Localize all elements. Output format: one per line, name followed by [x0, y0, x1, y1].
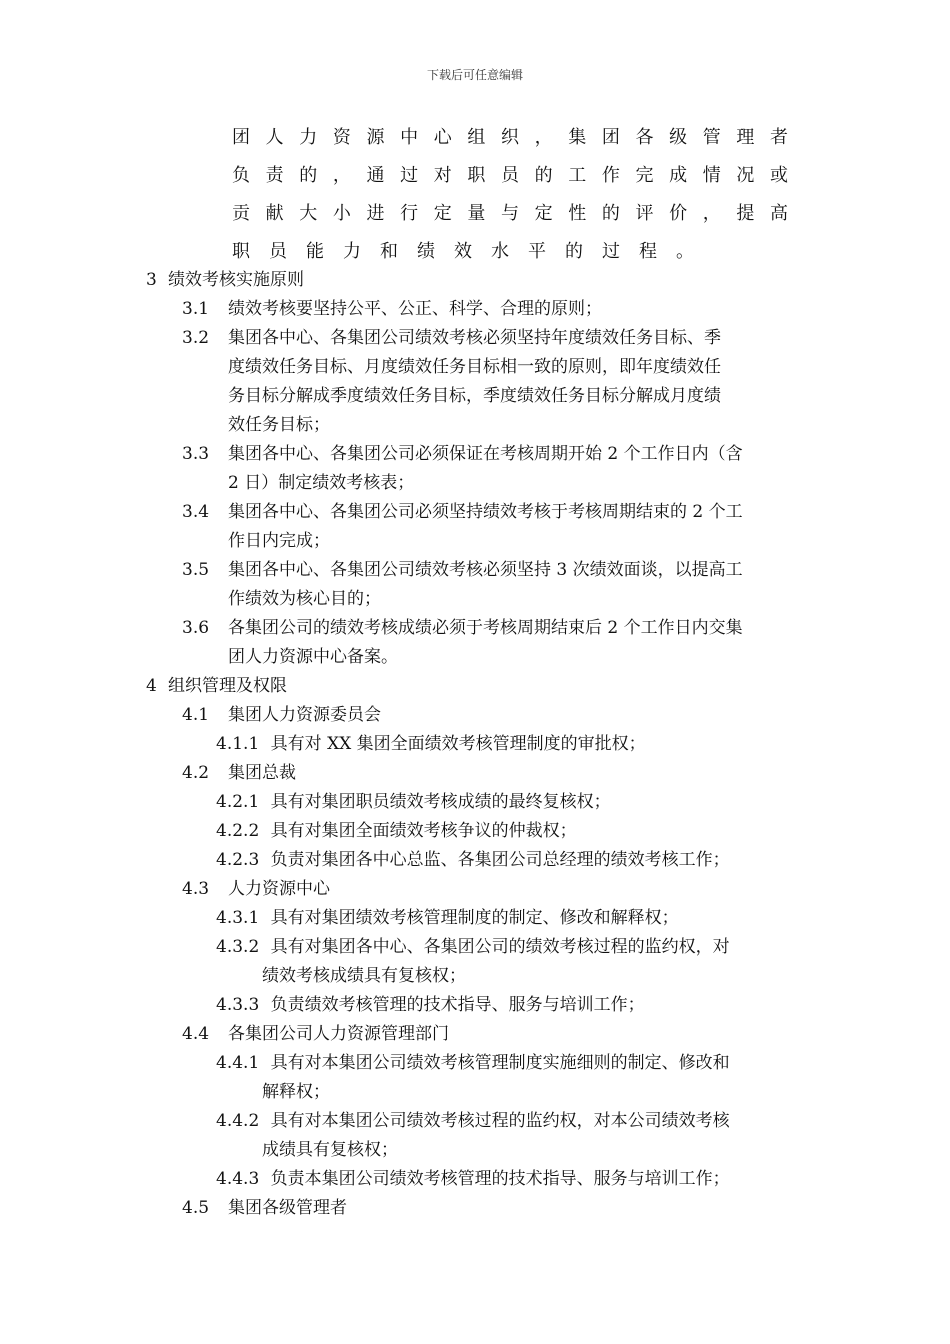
clause-3-3 [146, 440, 806, 498]
clause-text: 负责绩效考核管理的技术指导、服务与培训工作； [270, 995, 645, 1015]
clause-text: 负责对集团各中心总监、各集团公司总经理的绩效考核工作； [270, 850, 730, 870]
section-3-heading [146, 266, 806, 295]
clause-number: 4.2.1 [216, 792, 260, 812]
clause-line: 度绩效任务目标、月度绩效任务目标相一致的原则，即年度绩效任 [228, 357, 721, 377]
clause-4-4-2 [146, 1107, 806, 1165]
clause-text: 负责本集团公司绩效考核管理的技术指导、服务与培训工作； [270, 1169, 730, 1189]
clause-number: 3.5 [182, 560, 210, 580]
intro-line: 负责的，通过对职员的工作完成情况或 [232, 165, 788, 186]
clause-number: 4.3.3 [216, 995, 260, 1015]
clause-4-3-1 [146, 904, 806, 933]
intro-line: 职员能力和绩效水平的过程。 [232, 241, 713, 262]
clause-3-4 [146, 498, 806, 556]
section-number: 4 [146, 676, 157, 696]
clause-number: 4.2.2 [216, 821, 260, 841]
intro-line: 贡献大小进行定量与定性的评价，提高 [232, 203, 788, 224]
clause-4-1-1 [146, 730, 806, 759]
subsection-title: 各集团公司人力资源管理部门 [228, 1024, 449, 1044]
section-title: 组织管理及权限 [168, 676, 287, 696]
section-4-heading [146, 672, 806, 701]
subsection-title: 集团总裁 [228, 763, 296, 783]
subsection-4-2 [146, 759, 806, 788]
clause-3-2 [146, 324, 806, 440]
subsection-4-1 [146, 701, 806, 730]
subsection-number: 4.1 [182, 705, 210, 725]
clause-line: 集团各中心、各集团公司绩效考核必须坚持年度绩效任务目标、季 [228, 328, 721, 348]
clause-line: 作日内完成； [228, 531, 330, 551]
clause-number: 3.4 [182, 502, 210, 522]
clause-line: 成绩具有复核权； [262, 1140, 398, 1160]
clause-4-2-3 [146, 846, 806, 875]
subsection-number: 4.4 [182, 1024, 210, 1044]
clause-line: 集团各中心、各集团公司绩效考核必须坚持 3 次绩效面谈，以提高工 [228, 560, 743, 580]
document-body [146, 266, 806, 1223]
subsection-title: 人力资源中心 [228, 879, 330, 899]
subsection-number: 4.3 [182, 879, 210, 899]
clause-line: 具有对集团各中心、各集团公司的绩效考核过程的监约权，对 [270, 937, 730, 957]
clause-line: 各集团公司的绩效考核成绩必须于考核周期结束后 2 个工作日内交集 [228, 618, 743, 638]
subsection-number: 4.5 [182, 1198, 210, 1218]
section-number: 3 [146, 270, 157, 290]
clause-3-6 [146, 614, 806, 672]
clause-number: 3.2 [182, 328, 210, 348]
clause-3-5 [146, 556, 806, 614]
subsection-number: 4.2 [182, 763, 210, 783]
subsection-4-3 [146, 875, 806, 904]
subsection-title: 集团人力资源委员会 [228, 705, 381, 725]
clause-number: 4.4.1 [216, 1053, 260, 1073]
subsection-4-4 [146, 1020, 806, 1049]
clause-line: 绩效考核成绩具有复核权； [262, 966, 466, 986]
clause-number: 3.1 [182, 299, 210, 319]
clause-number: 3.3 [182, 444, 210, 464]
clause-number: 4.1.1 [216, 734, 260, 754]
clause-3-1 [146, 295, 806, 324]
clause-line: 作绩效为核心目的； [228, 589, 381, 609]
clause-4-2-1 [146, 788, 806, 817]
clause-number: 4.3.1 [216, 908, 260, 928]
clause-4-3-3 [146, 991, 806, 1020]
clause-line: 集团各中心、各集团公司必须坚持绩效考核于考核周期结束的 2 个工 [228, 502, 743, 522]
section-title: 绩效考核实施原则 [168, 270, 304, 290]
clause-line: 集团各中心、各集团公司必须保证在考核周期开始 2 个工作日内（含 [228, 444, 743, 464]
clause-text: 绩效考核要坚持公平、公正、科学、合理的原则； [228, 299, 602, 319]
intro-paragraph [232, 124, 788, 276]
subsection-4-5 [146, 1194, 806, 1223]
clause-4-3-2 [146, 933, 806, 991]
clause-4-4-1 [146, 1049, 806, 1107]
clause-line: 团人力资源中心备案。 [228, 647, 398, 667]
clause-number: 4.4.2 [216, 1111, 260, 1131]
clause-text: 具有对集团全面绩效考核争议的仲裁权； [270, 821, 577, 841]
clause-line: 2 日）制定绩效考核表； [228, 473, 415, 493]
clause-number: 4.3.2 [216, 937, 260, 957]
clause-line: 务目标分解成季度绩效任务目标，季度绩效任务目标分解成月度绩 [228, 386, 721, 406]
clause-number: 4.2.3 [216, 850, 260, 870]
clause-number: 3.6 [182, 618, 210, 638]
clause-number: 4.4.3 [216, 1169, 260, 1189]
clause-4-4-3 [146, 1165, 806, 1194]
intro-line: 团人力资源中心组织，集团各级管理者 [232, 127, 788, 148]
clause-line: 效任务目标； [228, 415, 330, 435]
clause-4-2-2 [146, 817, 806, 846]
clause-text: 具有对 XX 集团全面绩效考核管理制度的审批权； [270, 734, 646, 754]
subsection-title: 集团各级管理者 [228, 1198, 347, 1218]
clause-text: 具有对集团职员绩效考核成绩的最终复核权； [270, 792, 611, 812]
page-header-note: 下载后可任意编辑 [426, 68, 523, 82]
clause-line: 具有对本集团公司绩效考核过程的监约权，对本公司绩效考核 [270, 1111, 730, 1131]
clause-line: 解释权； [262, 1082, 330, 1102]
clause-line: 具有对本集团公司绩效考核管理制度实施细则的制定、修改和 [270, 1053, 730, 1073]
clause-text: 具有对集团绩效考核管理制度的制定、修改和解释权； [270, 908, 679, 928]
